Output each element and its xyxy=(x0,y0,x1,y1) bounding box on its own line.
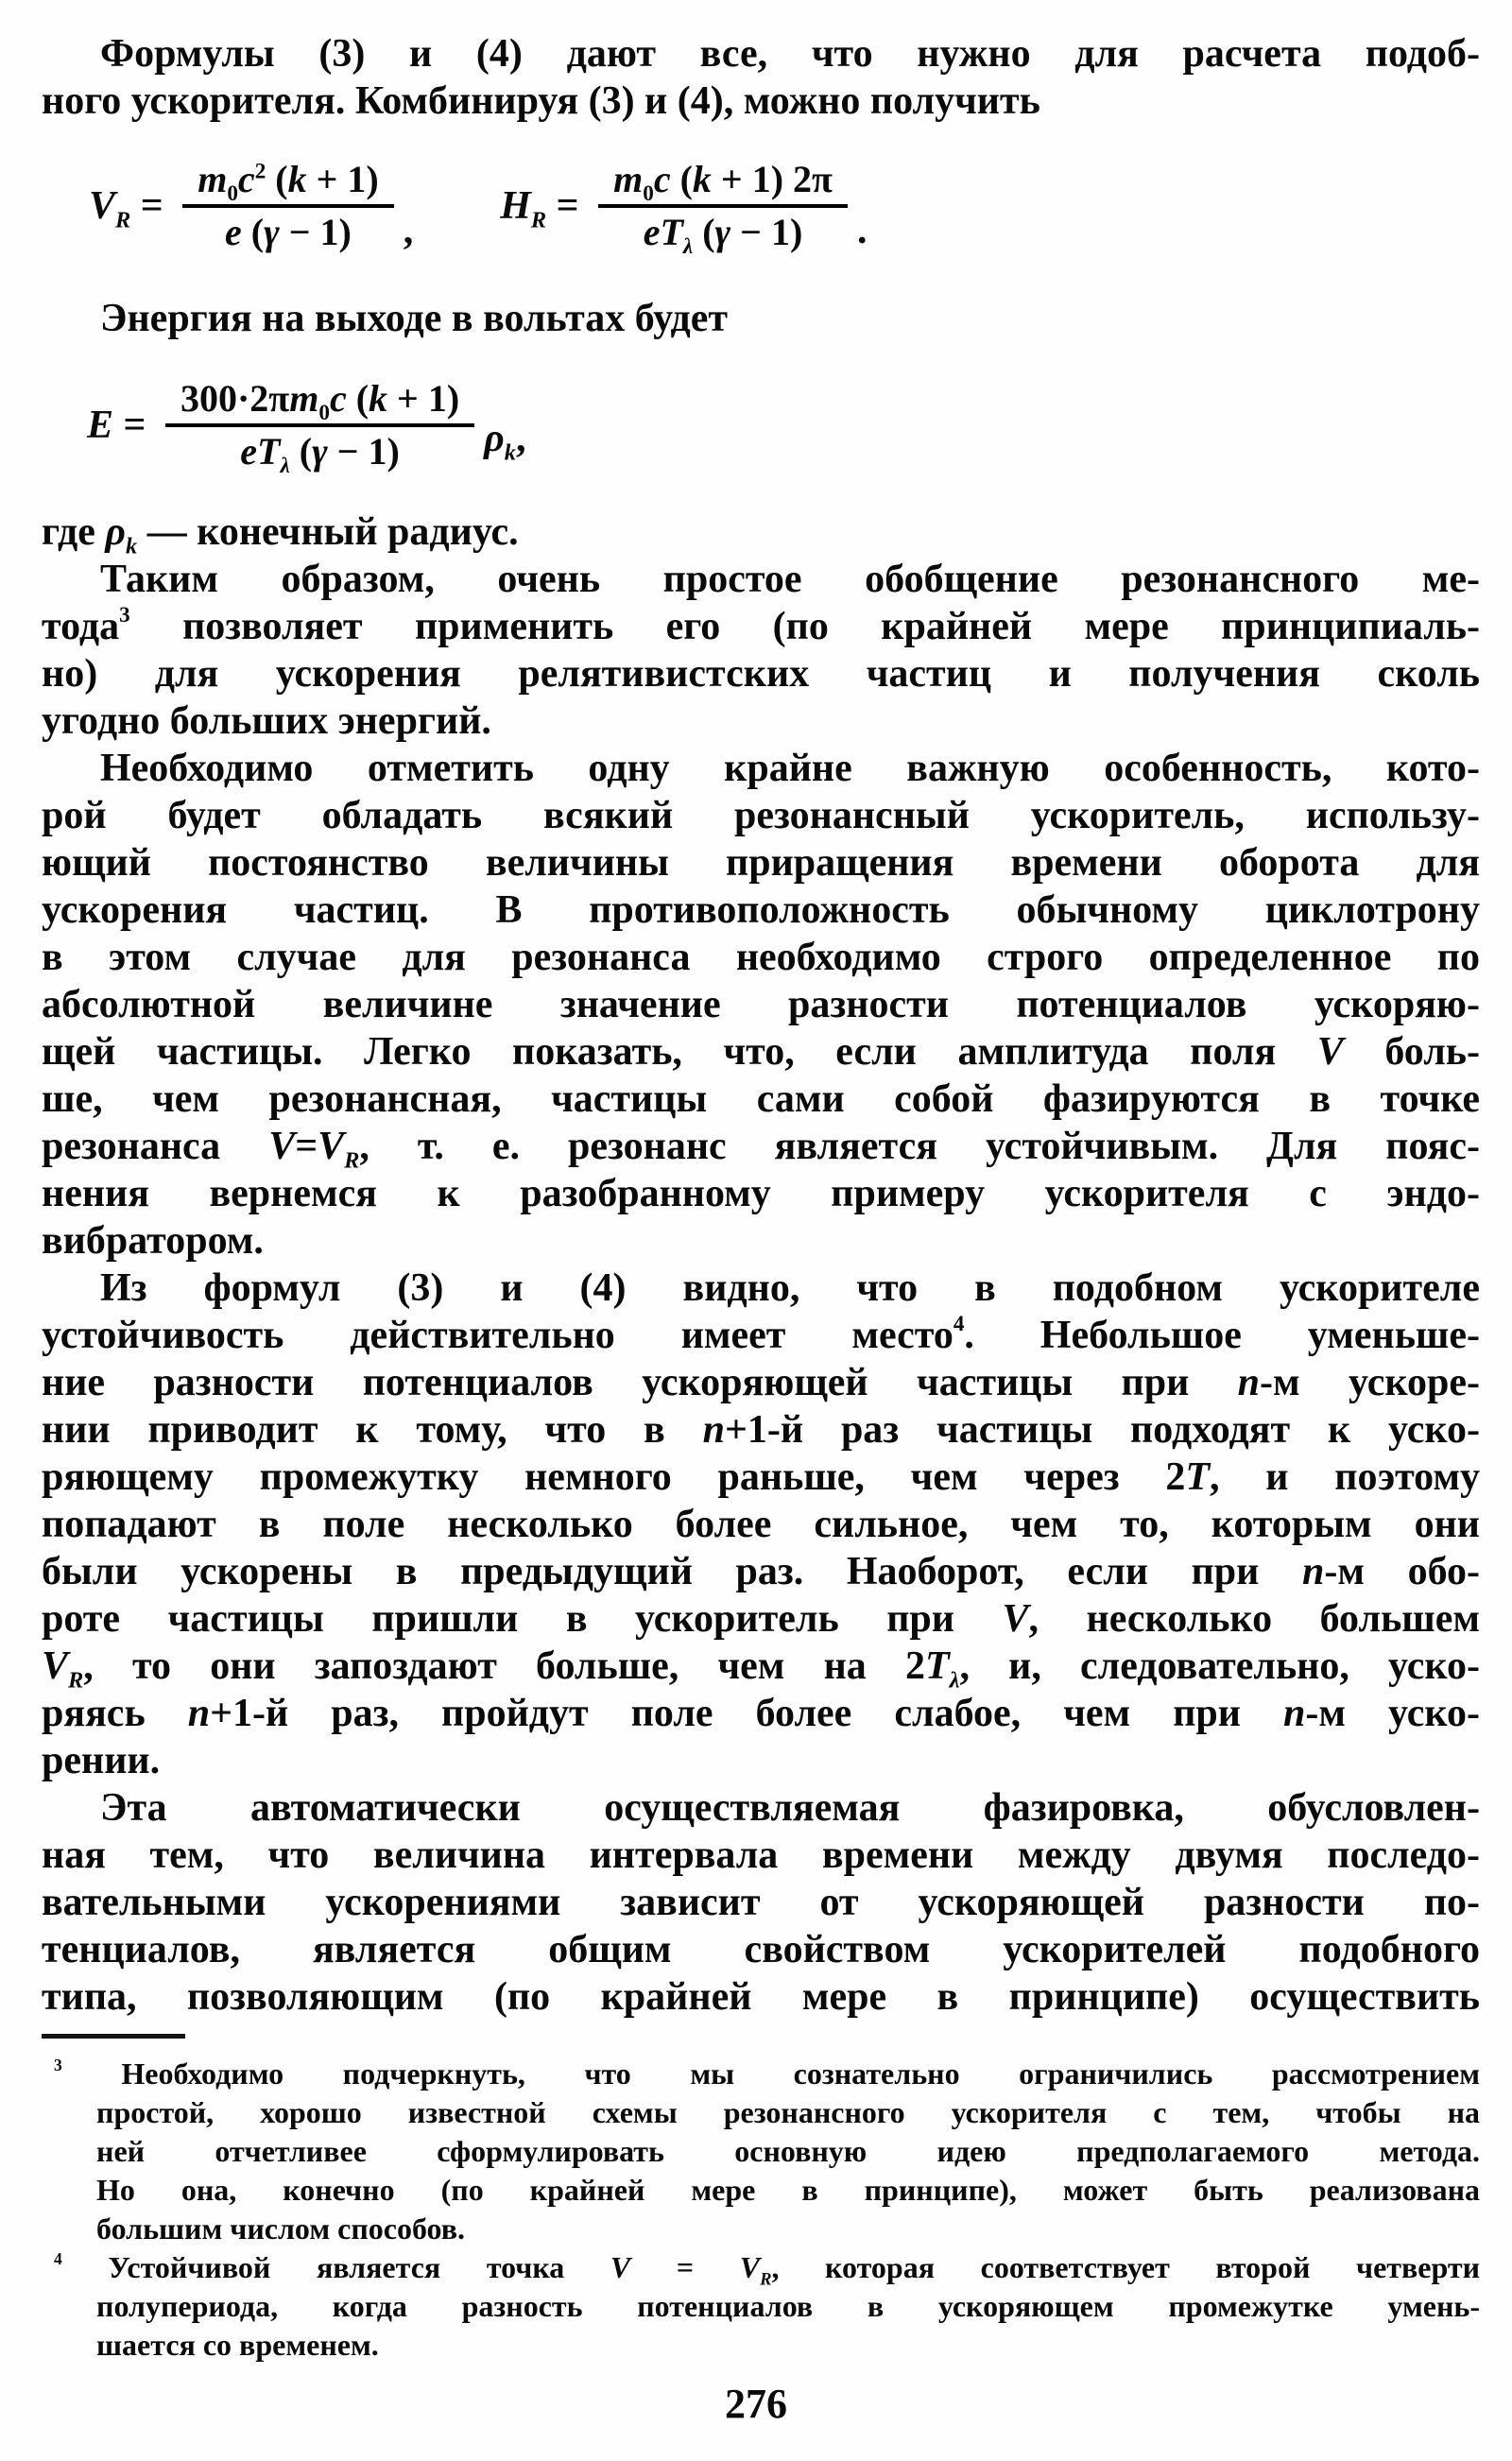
text-segment: типа, позволяющим (по крайней мере в принципе) осуществить xyxy=(42,1975,1480,2019)
text-segment: Необходимо отметить одну крайне важную особенность, кото- xyxy=(100,747,1480,790)
text-segment: +1-й раз частицы подходят к уско- xyxy=(724,1408,1480,1452)
text-segment: + 1) 2π xyxy=(711,158,833,200)
formula-row-vr-hr xyxy=(42,155,867,257)
text-segment: , которая соответствует второй четверти xyxy=(771,2250,1481,2284)
text-segment: ( xyxy=(241,211,265,253)
text-segment: m xyxy=(613,158,644,200)
text-segment: Таким образом, очень простое обобщение резонансного ме- xyxy=(100,558,1480,601)
text-segment: . xyxy=(856,209,868,252)
text-segment: в этом случае для резонанса необходимо строго определенное по xyxy=(42,936,1480,979)
text-line xyxy=(42,1737,1480,1784)
text-segment: V xyxy=(89,184,116,228)
text-segment: m xyxy=(198,158,228,200)
text-segment: ( xyxy=(289,430,313,473)
text-segment: R xyxy=(115,207,131,233)
text-segment: n xyxy=(187,1692,211,1735)
text-segment: R xyxy=(530,207,547,233)
text-line xyxy=(42,1879,1480,1926)
text-segment: 0 xyxy=(643,181,654,206)
text-segment: были ускорены в предыдущий раз. Наоборот, если при xyxy=(42,1550,1302,1593)
text-segment: , и поэтому xyxy=(1210,1455,1480,1499)
text-line xyxy=(42,1265,1480,1312)
text-segment: роте частицы пришли в ускоритель при xyxy=(42,1597,1003,1641)
text-line xyxy=(42,1406,1480,1454)
text-line xyxy=(42,792,1480,839)
text-segment: = xyxy=(130,184,174,228)
text-line xyxy=(42,1028,1480,1076)
text-segment: -м ускоре- xyxy=(1260,1361,1480,1404)
footnote-divider xyxy=(42,2034,185,2039)
text-segment: но) для ускорения релятивистских частиц и получения сколь xyxy=(42,652,1480,696)
text-line xyxy=(42,1312,1480,1359)
text-segment: -м уско- xyxy=(1305,1692,1480,1735)
text-segment: рой будет обладать всякий резонансный ускоритель, использу- xyxy=(42,794,1480,837)
text-line xyxy=(42,1690,1480,1737)
text-segment: γ xyxy=(714,211,731,253)
text-segment: нии приводит к тому, что в xyxy=(42,1408,703,1452)
text-line xyxy=(42,2287,1480,2326)
text-line xyxy=(42,981,1480,1028)
text-line xyxy=(42,1076,1480,1123)
text-segment: m xyxy=(289,377,319,420)
text-segment: V xyxy=(610,2250,631,2284)
text-segment: V xyxy=(268,1125,296,1168)
text-line xyxy=(42,2093,1480,2132)
text-segment: + 1) xyxy=(387,377,460,420)
text-line xyxy=(42,1359,1480,1406)
text-line xyxy=(42,1170,1480,1217)
text-segment: боль- xyxy=(1343,1030,1481,1074)
text-segment: , то они запоздают больше, чем на 2 xyxy=(83,1644,925,1688)
text-line xyxy=(42,1643,1481,1694)
text-segment: eT xyxy=(643,211,683,253)
text-segment: V xyxy=(42,1644,69,1688)
text-segment: , т. е. резонанс является устойчивым. Для пояс- xyxy=(359,1125,1480,1168)
text-segment: Необходимо подчеркнуть, что мы сознательно ограничились рассмотрением xyxy=(61,2057,1480,2091)
text-segment: тенциалов, является общим свойством ускорителей подобного xyxy=(42,1928,1480,1971)
text-line xyxy=(42,2171,1480,2210)
fraction-denominator xyxy=(628,208,818,257)
text-line xyxy=(42,30,1480,77)
text-segment: ( xyxy=(670,158,693,200)
text-line xyxy=(42,839,1480,886)
text-line xyxy=(42,745,1480,792)
text-segment: + 1) xyxy=(306,158,379,200)
text-segment: ускорения частиц. В противоположность обычному циклотрону xyxy=(42,888,1480,932)
footnote-marker: 3 xyxy=(119,601,130,627)
text-segment: . Небольшое уменьше- xyxy=(964,1314,1480,1357)
text-segment: ного ускорителя. Комбинируя (3) и (4), можно получить xyxy=(42,79,1040,123)
text-line xyxy=(42,1973,1480,2021)
text-segment: − 1) xyxy=(327,430,400,473)
text-segment: V xyxy=(1002,1597,1029,1641)
text-segment: ше, чем резонансная, частицы сами собой фазируются в точке xyxy=(42,1077,1480,1121)
text-segment: H xyxy=(500,184,531,228)
text-segment: попадают в поле несколько более сильное, чем то, которым они xyxy=(42,1503,1480,1546)
text-segment: k xyxy=(126,533,138,559)
text-segment: , xyxy=(403,209,414,252)
formula-row-e xyxy=(42,374,525,476)
main-text xyxy=(42,508,1480,2021)
footnote-marker: 4 xyxy=(54,2248,62,2268)
formula-vr-lhs xyxy=(89,183,174,233)
text-line xyxy=(42,1832,1480,1879)
text-segment: +1-й раз, пройдут поле более слабое, чем при xyxy=(210,1692,1284,1735)
text-segment: eT xyxy=(240,430,281,473)
text-line xyxy=(42,1123,1480,1174)
text-line xyxy=(42,1548,1480,1595)
footnote-marker: 4 xyxy=(953,1310,965,1335)
text-segment: V xyxy=(1316,1030,1344,1074)
text-line xyxy=(42,650,1480,697)
text-segment: n xyxy=(1283,1692,1306,1735)
text-segment: Формулы (3) и (4) дают все, что нужно для расчета подоб- xyxy=(100,32,1480,76)
text-segment: − 1) xyxy=(279,211,352,253)
footnote-4 xyxy=(42,2248,1480,2365)
text-line xyxy=(42,603,1480,650)
fraction xyxy=(165,374,474,476)
text-segment: 2 xyxy=(254,159,266,184)
text-line xyxy=(42,1454,1480,1501)
text-segment: — конечный радиус. xyxy=(137,510,519,554)
footnote-marker: 3 xyxy=(54,2055,62,2074)
text-line xyxy=(42,886,1480,934)
text-segment: = xyxy=(630,2250,740,2284)
text-segment: e xyxy=(225,211,242,253)
text-segment: позволяет применить его (по крайней мере принципиаль- xyxy=(129,605,1480,648)
text-segment: = xyxy=(546,184,590,228)
text-segment: k xyxy=(287,158,307,200)
text-line xyxy=(42,1595,1480,1643)
text-line xyxy=(42,697,1480,745)
text-segment: ней отчетливее сформулировать основную идею предполагаемого метода. xyxy=(96,2134,1480,2168)
text-segment: ряющему промежутку немного раньше, чем через 2 xyxy=(42,1455,1186,1499)
text-segment: , xyxy=(515,417,526,460)
text-segment: T xyxy=(924,1644,950,1688)
text-line xyxy=(42,2248,1481,2290)
formula-e-lhs xyxy=(87,403,156,448)
line-energy xyxy=(42,295,1480,342)
text-segment: = xyxy=(295,1125,318,1168)
text-segment: , и, следовательно, уско- xyxy=(959,1644,1481,1688)
text-segment: Но она, конечно (по крайней мере в принципе), может быть реализована xyxy=(96,2173,1480,2207)
text-segment: ная тем, что величина интервала времени между двумя последо- xyxy=(42,1833,1480,1877)
text-line xyxy=(42,556,1480,603)
text-segment: шается со временем. xyxy=(96,2328,379,2362)
text-segment: Эта автоматически осуществляемая фазировка, обусловлен- xyxy=(100,1786,1480,1830)
text-segment: абсолютной величине значение разности потенциалов ускоряю- xyxy=(42,983,1480,1026)
text-line xyxy=(42,2132,1480,2171)
text-segment: n xyxy=(702,1408,725,1452)
text-segment: = xyxy=(113,404,156,447)
formula-vr-punct xyxy=(404,208,414,253)
text-segment: ρ xyxy=(484,417,505,460)
text-segment: 0 xyxy=(318,401,330,425)
text-segment: γ xyxy=(312,430,328,473)
text-segment: k xyxy=(692,158,712,200)
text-segment: V xyxy=(318,1125,345,1168)
text-segment: Энергия на выходе в вольтах будет xyxy=(100,297,729,340)
text-segment: вибратором. xyxy=(42,1219,264,1263)
text-segment: вательными ускорениями зависит от ускоряющей разности по- xyxy=(42,1881,1480,1924)
text-segment: ( xyxy=(266,158,288,200)
text-segment: ние разности потенциалов ускоряющей частицы при xyxy=(42,1361,1238,1404)
text-segment: щей частицы. Легко показать, что, если амплитуда поля xyxy=(42,1030,1317,1074)
text-segment: n xyxy=(1301,1550,1325,1593)
text-line xyxy=(42,1784,1480,1832)
fraction xyxy=(182,155,394,257)
text-segment: ρ xyxy=(105,510,127,554)
text-segment: k xyxy=(504,439,516,466)
fraction-denominator xyxy=(225,427,415,476)
text-line xyxy=(42,508,1480,559)
text-segment: λ xyxy=(280,454,290,478)
text-segment: устойчивость действительно имеет место xyxy=(42,1314,954,1357)
text-line xyxy=(42,2326,1480,2365)
text-segment: c xyxy=(237,158,255,200)
page-number: 276 xyxy=(725,2381,787,2427)
text-segment: R xyxy=(344,1147,360,1174)
text-segment: c xyxy=(653,158,671,200)
text-segment: Устойчивой является точка xyxy=(61,2250,610,2284)
text-segment: V xyxy=(739,2250,761,2284)
text-segment: полупериода, когда разность потенциалов в ускоряющем промежутке умень- xyxy=(96,2289,1480,2323)
formula-vr xyxy=(89,155,413,257)
formula-hr xyxy=(500,155,867,257)
formula-hr-lhs xyxy=(500,183,590,233)
text-line xyxy=(42,1217,1480,1265)
text-segment: рении. xyxy=(42,1739,161,1782)
paragraph-opening xyxy=(42,30,1480,125)
text-segment: E xyxy=(87,404,114,447)
text-segment: резонанса xyxy=(42,1125,269,1168)
text-segment: − 1) xyxy=(730,211,803,253)
text-segment: ряясь xyxy=(42,1692,188,1735)
text-segment: 0 xyxy=(227,181,238,206)
text-segment: тода xyxy=(42,605,120,648)
formula-e xyxy=(87,374,525,476)
fraction-numerator xyxy=(165,374,474,427)
text-line xyxy=(42,2055,1480,2093)
text-segment: R xyxy=(68,1667,84,1694)
text-segment: λ xyxy=(949,1667,960,1694)
formula-hr-punct xyxy=(857,208,868,253)
fraction-numerator xyxy=(598,155,848,208)
text-segment: 300·2π xyxy=(180,377,290,420)
text-line xyxy=(42,1926,1480,1973)
text-line xyxy=(42,934,1480,981)
fraction-denominator xyxy=(210,208,367,257)
text-segment: нения вернемся к разобранному примеру ускорителя с эндо- xyxy=(42,1172,1480,1215)
text-segment: ющий постоянство величины приращения времени оборота для xyxy=(42,841,1480,885)
text-segment: ( xyxy=(346,377,369,420)
text-segment: λ xyxy=(682,234,694,259)
formula-e-rhs xyxy=(484,416,526,466)
text-segment: большим числом способов. xyxy=(96,2211,466,2246)
text-line xyxy=(42,2210,1480,2248)
text-segment: n xyxy=(1237,1361,1261,1404)
fraction-numerator xyxy=(182,155,394,208)
footnote-3 xyxy=(42,2055,1480,2248)
fraction xyxy=(598,155,848,257)
text-segment: , несколько большем xyxy=(1028,1597,1480,1641)
text-line xyxy=(42,77,1480,125)
text-line xyxy=(42,1501,1480,1548)
text-segment: угодно больших энергий. xyxy=(42,699,491,743)
text-segment: где xyxy=(42,510,106,554)
text-segment: Из формул (3) и (4) видно, что в подобном ускорителе xyxy=(100,1266,1480,1310)
text-segment: R xyxy=(760,2269,772,2290)
text-segment: -м обо- xyxy=(1324,1550,1480,1593)
text-segment: T xyxy=(1185,1455,1211,1499)
text-line xyxy=(42,295,1480,342)
text-segment: простой, хорошо известной схемы резонансного ускорителя с тем, чтобы на xyxy=(96,2095,1480,2129)
text-segment: k xyxy=(369,377,388,420)
text-segment: c xyxy=(329,377,347,420)
text-segment: ( xyxy=(693,211,715,253)
text-segment: γ xyxy=(264,211,280,253)
